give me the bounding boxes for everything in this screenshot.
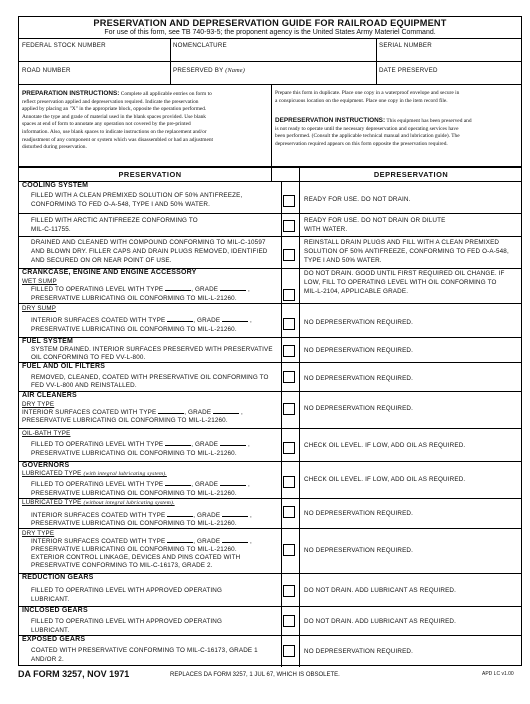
cooling-row-3-checkbox[interactable] — [283, 249, 295, 261]
text-line: FILLED WITH ARCTIC ANTIFREEZE CONFORMING TO — [31, 217, 198, 224]
inclosed-gears-preservation — [31, 617, 222, 635]
lubricated-type-note: (with integral lubricating system). — [83, 471, 167, 477]
prep-line: applied by placing an "X" in the appropriate block, opposite the operation performed. — [22, 106, 207, 113]
text-line: DO NOT DRAIN. GOOD UNTIL FIRST REQUIRED OIL CHANGE. IF — [304, 270, 505, 277]
exposed-gears-preservation — [31, 646, 258, 664]
text-line: REINSTALL DRAIN PLUGS AND FILL WITH A CLEAN PREMIXED — [304, 239, 500, 246]
governor-nonlubricated-preservation — [31, 510, 252, 528]
text-line: , GRADE — [191, 441, 219, 448]
crankcase-wet-sump-checkbox[interactable] — [283, 289, 295, 301]
text-line: REMOVED, CLEANED, COATED WITH PRESERVATIVE OIL CONFORMING TO — [31, 374, 269, 381]
text-line: , GRADE — [193, 317, 221, 324]
prep-line: reflect preservation applied and depreservation required. Indicate the preservation — [22, 98, 199, 105]
divider — [19, 61, 521, 62]
lubricated-type-text: LUBRICATED TYPE — [22, 470, 82, 477]
exposed-gears-depreservation: NO DEPRESERVATION REQUIRED. — [304, 648, 414, 655]
text-line: WITH WATER. — [304, 226, 348, 233]
text-line: LUBRICANT. — [31, 627, 70, 634]
preparation-instructions — [22, 90, 268, 152]
prep-right-line: Prepare this form in duplicate. Place one copy in a waterproof envelope and secure in — [275, 90, 460, 96]
text-line: FILLED TO OPERATING LEVEL WITH APPROVED OPERATING — [31, 618, 223, 625]
divider — [19, 337, 521, 338]
air-dry-type-label: DRY TYPE — [22, 401, 55, 408]
wet-sump-label: WET SUMP — [22, 278, 57, 285]
serial-number-field[interactable]: SERIAL NUMBER — [379, 42, 432, 49]
divider — [19, 236, 521, 237]
preparation-instructions-continued — [275, 90, 521, 105]
text-line: , — [250, 317, 252, 324]
text-line: PRESERVATIVE LUBRICATING OIL CONFORMING TO MIL-L-21260. — [31, 450, 237, 457]
text-line: FILLED TO OPERATING LEVEL WITH APPROVED OPERATING — [31, 587, 223, 594]
type-blank[interactable] — [165, 439, 191, 446]
text-line: INTERIOR SURFACES COATED WITH TYPE — [22, 409, 157, 416]
text-line: , GRADE — [193, 512, 221, 519]
text-line: LUBRICANT. — [31, 596, 70, 603]
fuel-system-depreservation: NO DEPRESERVATION REQUIRED. — [304, 347, 414, 354]
divider — [19, 38, 521, 39]
divider — [19, 573, 521, 574]
type-blank[interactable] — [167, 510, 193, 517]
text-line: TYPE I AND 50% WATER. — [304, 257, 382, 264]
preserved-by-field[interactable] — [173, 67, 245, 74]
text-line: READY FOR USE. DO NOT DRAIN OR DILUTE — [304, 217, 446, 224]
inclosed-gears-depreservation: DO NOT DRAIN. ADD LUBRICANT AS REQUIRED. — [304, 618, 457, 625]
divider — [19, 213, 521, 214]
divider — [19, 391, 521, 392]
form-frame — [18, 16, 522, 666]
reduction-gears-depreservation: DO NOT DRAIN. ADD LUBRICANT AS REQUIRED. — [304, 587, 457, 594]
reduction-gears-preservation — [31, 586, 222, 604]
text-line: AND BLOWN DRY. FILLER CAPS AND DRAIN PLUGS REMOVED, IDENTIFIED — [31, 248, 268, 255]
air-cleaners-heading: AIR CLEANERS — [22, 392, 77, 399]
divider — [19, 303, 521, 304]
prep-line: Annotate the type and grade of material used in the blank spaces provided. Use blank — [22, 113, 206, 120]
grade-blank[interactable] — [213, 407, 239, 414]
air-oil-bath-checkbox[interactable] — [283, 442, 295, 454]
oil-bath-type-label: OIL-BATH TYPE — [22, 430, 71, 437]
text-line: AND SECURED ON OR NEAR POINT OF USE. — [31, 257, 172, 264]
grade-blank[interactable] — [220, 479, 246, 486]
text-line: PRESERVATIVE LUBRICATING OIL CONFORMING TO MIL-L-21260. — [31, 520, 237, 527]
text-line: , GRADE — [193, 538, 221, 545]
cooling-row-3-preservation — [31, 238, 268, 265]
exposed-gears-heading: EXPOSED GEARS — [22, 636, 86, 643]
crankcase-depreservation — [304, 269, 520, 296]
type-blank[interactable] — [167, 536, 193, 543]
text-line: PRESERVATIVE LUBRICATING OIL CONFORMING TO MIL-L-21260. — [31, 295, 237, 302]
governor-nonlubricated-checkbox[interactable] — [283, 506, 295, 518]
text-line: , — [247, 441, 250, 448]
air-oil-bath-preservation — [31, 439, 250, 458]
text-line: COATED WITH PRESERVATIVE CONFORMING TO MIL-C-16173, GRADE 1 — [31, 647, 258, 654]
governors-heading: GOVERNORS — [22, 462, 70, 469]
grade-blank[interactable] — [222, 536, 248, 543]
date-preserved-field[interactable]: DATE PRESERVED — [379, 67, 438, 74]
text-line: INTERIOR SURFACES COATED WITH TYPE — [31, 538, 166, 545]
crankcase-heading: CRANKCASE, ENGINE AND ENGINE ACCESSORY — [22, 269, 197, 276]
divider — [19, 606, 521, 607]
text-line: DRAINED AND CLEANED WITH COMPOUND CONFORMING TO MIL-C-10597 — [31, 239, 266, 246]
text-line: , — [247, 481, 250, 488]
governor-dry-type-preservation — [31, 536, 252, 570]
inclosed-gears-heading: INCLOSED GEARS — [22, 607, 88, 614]
type-blank[interactable] — [158, 407, 184, 414]
air-dry-type-checkbox[interactable] — [283, 403, 295, 415]
text-line: FILLED TO OPERATING LEVEL WITH TYPE — [31, 286, 164, 293]
filters-heading: FUEL AND OIL FILTERS — [22, 363, 106, 370]
depres-line: been performed. (Consult the applicable technical manual and lubrication guide). The — [275, 133, 460, 140]
governor-nonlubricated-depreservation: NO DEPRESERVATION REQUIRED. — [304, 510, 414, 517]
divider — [299, 166, 300, 667]
lubricated-type-2-label — [22, 499, 175, 506]
form-subtitle: For use of this form, see TB 740-93-5; the proponent agency is the United States Army Materiel Command. — [104, 29, 436, 36]
text-line: LOW, FILL TO OPERATING LEVEL WITH OIL CONFORMING TO — [304, 279, 497, 286]
prep-line: information. Also, use blank spaces to indicate instructions on the replacement and/or — [22, 128, 207, 135]
text-line: , — [247, 286, 250, 293]
lubricated-type-label — [22, 470, 167, 477]
divider — [19, 428, 521, 429]
cooling-system-heading: COOLING SYSTEM — [22, 182, 89, 189]
divider — [19, 461, 521, 462]
text-line: INTERIOR SURFACES COATED WITH TYPE — [31, 512, 166, 519]
crankcase-dry-sump-preservation — [31, 315, 252, 334]
air-dry-type-preservation — [22, 407, 243, 425]
governor-dry-type-checkbox[interactable] — [283, 544, 295, 556]
governor-lubricated-preservation — [31, 479, 250, 498]
type-blank[interactable] — [167, 315, 193, 322]
form-title: PRESERVATION AND DEPRESERVATION GUIDE FOR RAILROAD EQUIPMENT — [93, 18, 447, 28]
cooling-row-1-checkbox[interactable] — [283, 195, 295, 207]
exposed-gears-checkbox[interactable] — [283, 645, 295, 657]
depres-title: DEPRESERVATION INSTRUCTIONS: — [275, 117, 386, 124]
road-number-field[interactable]: ROAD NUMBER — [22, 67, 71, 74]
text-line: EXTERIOR CONTROL LINKAGE, DEVICES AND PINS COATED WITH — [31, 554, 241, 561]
federal-stock-number-field[interactable]: FEDERAL STOCK NUMBER — [22, 42, 106, 49]
text-line: , — [250, 512, 252, 519]
preserved-by-name-hint: (Name) — [225, 67, 246, 74]
text-line: PRESERVATIVE LUBRICATING OIL CONFORMING TO MIL-L-21260. — [22, 417, 228, 424]
divider — [19, 528, 521, 529]
nomenclature-field[interactable]: NOMENCLATURE — [173, 42, 227, 49]
prep-line: spaces at end of form to annotate any operation not covered by the pre-printed — [22, 121, 191, 128]
text-line: OIL CONFORMING TO FED VV-L-800. — [31, 354, 146, 361]
dry-sump-label: DRY SUMP — [22, 305, 57, 312]
cooling-row-3-depreservation — [304, 238, 520, 265]
text-line: , GRADE — [191, 481, 219, 488]
text-line: READY FOR USE. DO NOT DRAIN. — [304, 196, 411, 203]
cooling-row-2-preservation — [31, 216, 198, 234]
filters-preservation — [31, 374, 269, 390]
governor-dry-type-label: DRY TYPE — [22, 530, 55, 537]
divider — [281, 181, 282, 667]
text-line: , — [241, 409, 243, 416]
type-blank[interactable] — [165, 284, 191, 291]
cooling-row-2-checkbox[interactable] — [283, 220, 295, 232]
cooling-row-1-depreservation — [304, 195, 520, 204]
lubricated-type-text: LUBRICATED TYPE — [22, 499, 82, 506]
reduction-gears-heading: REDUCTION GEARS — [22, 574, 94, 581]
filters-depreservation: NO DEPRESERVATION REQUIRED. — [304, 375, 414, 382]
text-line: PRESERVATIVE LUBRICATING OIL CONFORMING TO MIL-L-21260. — [31, 326, 237, 333]
divider — [19, 84, 521, 85]
text-line: PRESERVATIVE CONFORMING TO MIL-C-16173, GRADE 2. — [31, 562, 213, 569]
governor-lubricated-checkbox[interactable] — [283, 476, 295, 488]
preservation-column-header: PRESERVATION — [118, 170, 182, 179]
grade-blank[interactable] — [222, 315, 248, 322]
lubricated-type-note: (without integral lubricating system). — [83, 500, 175, 506]
depres-line: depreservation required appears on this form opposite the preservation required. — [275, 140, 448, 147]
governor-lubricated-depreservation: CHECK OIL LEVEL. IF LOW, ADD OIL AS REQUIRED. — [304, 476, 466, 483]
depreservation-instructions — [275, 117, 521, 148]
air-oil-bath-depreservation: CHECK OIL LEVEL. IF LOW, ADD OIL AS REQUIRED. — [304, 442, 466, 449]
text-line: MIL-L-2104, APPLICABLE GRADE. — [304, 288, 409, 295]
text-line: INTERIOR SURFACES COATED WITH TYPE — [31, 317, 166, 324]
prep-right-line: a conspicuous location on the equipment. Place one copy in the item record file. — [275, 97, 448, 104]
version-label: APD LC v1.00 — [482, 671, 514, 677]
text-line: FILLED TO OPERATING LEVEL WITH TYPE — [31, 481, 164, 488]
fuel-system-checkbox[interactable] — [283, 345, 295, 357]
grade-blank[interactable] — [220, 439, 246, 446]
prep-title: PREPARATION INSTRUCTIONS: — [22, 90, 120, 97]
text-line: PRESERVATIVE LUBRICATING OIL CONFORMING TO MIL-L-21260. — [31, 546, 237, 553]
cooling-row-1-preservation — [31, 191, 242, 209]
filters-checkbox[interactable] — [283, 371, 295, 383]
type-blank[interactable] — [165, 479, 191, 486]
grade-blank[interactable] — [222, 510, 248, 517]
text-line: SYSTEM DRAINED. INTERIOR SURFACES PRESERVED WITH PRESERVATIVE — [31, 346, 273, 353]
grade-blank[interactable] — [220, 284, 246, 291]
governor-dry-type-depreservation: NO DEPRESERVATION REQUIRED. — [304, 547, 414, 554]
fuel-system-heading: FUEL SYSTEM — [22, 338, 74, 345]
text-line: , GRADE — [191, 286, 219, 293]
depres-line: This equipment has been preserved and — [386, 118, 472, 124]
text-line: PRESERVATIVE LUBRICATING OIL CONFORMING TO MIL-L-21260. — [31, 490, 237, 497]
text-line: MIL-C-11755. — [31, 226, 71, 233]
reduction-gears-checkbox[interactable] — [283, 585, 295, 597]
divider — [19, 181, 521, 182]
text-line: SOLUTION OF 50% ANTIFREEZE, CONFORMING TO FED O-A-548, — [304, 248, 509, 255]
text-line: FED VV-L-800 AND REINSTALLED. — [31, 382, 137, 389]
prep-line: Complete all applicable entries on form to — [120, 91, 212, 97]
text-line: AND/OR 2. — [31, 656, 64, 663]
divider — [19, 635, 521, 636]
preserved-by-label: PRESERVED BY — [173, 67, 224, 74]
form-number: DA FORM 3257, NOV 1971 — [18, 669, 130, 679]
prep-line: readjustment of any component or system which was disassembled or had an adjustment — [22, 136, 214, 143]
text-line: , — [250, 538, 252, 545]
replaces-note: REPLACES DA FORM 3257, 1 JUL 67, WHICH IS OBSOLETE. — [170, 672, 340, 678]
cooling-row-2-depreservation — [304, 216, 520, 234]
depreservation-column-header: DEPRESERVATION — [373, 170, 449, 179]
crankcase-dry-sump-depreservation: NO DEPRESERVATION REQUIRED. — [304, 319, 414, 326]
text-line: , GRADE — [184, 409, 212, 416]
depres-line: is not ready to operate until the necessary depreservation and operating services have — [275, 125, 459, 132]
text-line: FILLED WITH A CLEAN PREMIXED SOLUTION OF 50% ANTIFREEZE, — [31, 192, 243, 199]
air-dry-type-depreservation: NO DEPRESERVATION REQUIRED. — [304, 405, 414, 412]
crankcase-dry-sump-checkbox[interactable] — [283, 318, 295, 330]
prep-line: disturbed during preservation. — [22, 144, 87, 151]
text-line: FILLED TO OPERATING LEVEL WITH TYPE — [31, 441, 164, 448]
divider — [19, 166, 521, 168]
text-line: CONFORMING TO FED O-A-548, TYPE I AND 50% WATER. — [31, 201, 210, 208]
fuel-system-preservation — [31, 346, 273, 362]
inclosed-gears-checkbox[interactable] — [283, 615, 295, 627]
crankcase-wet-sump-preservation — [31, 284, 250, 303]
